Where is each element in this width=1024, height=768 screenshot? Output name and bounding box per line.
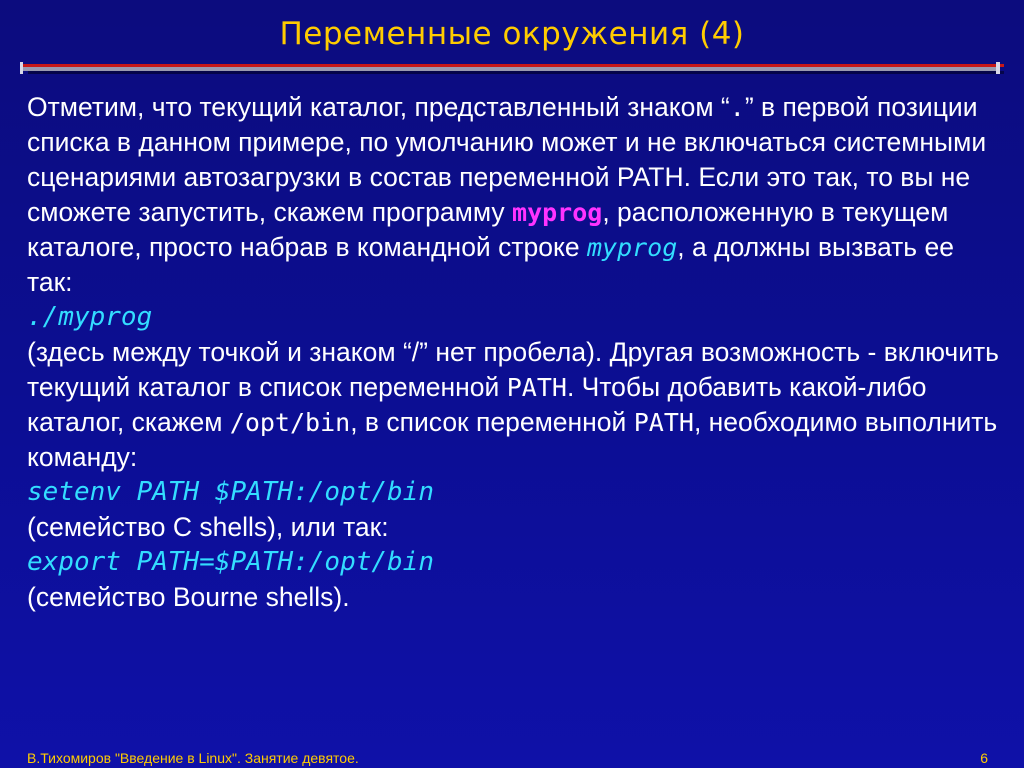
code-setenv: setenv PATH $PATH:/opt/bin: [27, 477, 434, 507]
paragraph-current-dir: Отметим, что текущий каталог, представленный знаком “.” в первой позиции списка в данном примере, по умолчанию может и не включаться системными сценариями автозагрузки в состав переменной PATH. Если это так, то вы не сможете запустить, скажем программу myprog, расположенную в текущем каталоге, просто набрав в командной строке myprog, а должны вызвать ее так:: [27, 92, 987, 297]
myprog-italic: myprog: [586, 233, 678, 262]
slide-title: Переменные окружения (4): [279, 16, 745, 52]
path-var: PATH: [506, 373, 567, 402]
dot-symbol: .: [729, 93, 745, 122]
note-c-shells: (семейство C shells), или так:: [27, 512, 389, 542]
paragraph-add-dir: (здесь между точкой и знаком “/” нет пробела). Другая возможность - включить текущий каталог в список переменной PATH. Чтобы добавить какой-либо каталог, скажем /opt/bin, в список переменной PATH, необходимо выполнить команду:: [27, 337, 999, 472]
myprog-bold: myprog: [512, 198, 603, 227]
code-run-myprog: ./myprog: [27, 302, 153, 332]
title-divider: [20, 62, 1004, 76]
footer-citation: В.Тихомиров "Введение в Linux". Занятие девятое.: [27, 750, 359, 766]
path-var: PATH: [633, 408, 694, 437]
note-bourne-shells: (семейство Bourne shells).: [27, 582, 350, 612]
slide-body: [27, 90, 1002, 615]
page-number: 6: [980, 750, 988, 766]
code-export: export PATH=$PATH:/opt/bin: [27, 547, 434, 577]
opt-bin-dir: /opt/bin: [229, 408, 351, 437]
